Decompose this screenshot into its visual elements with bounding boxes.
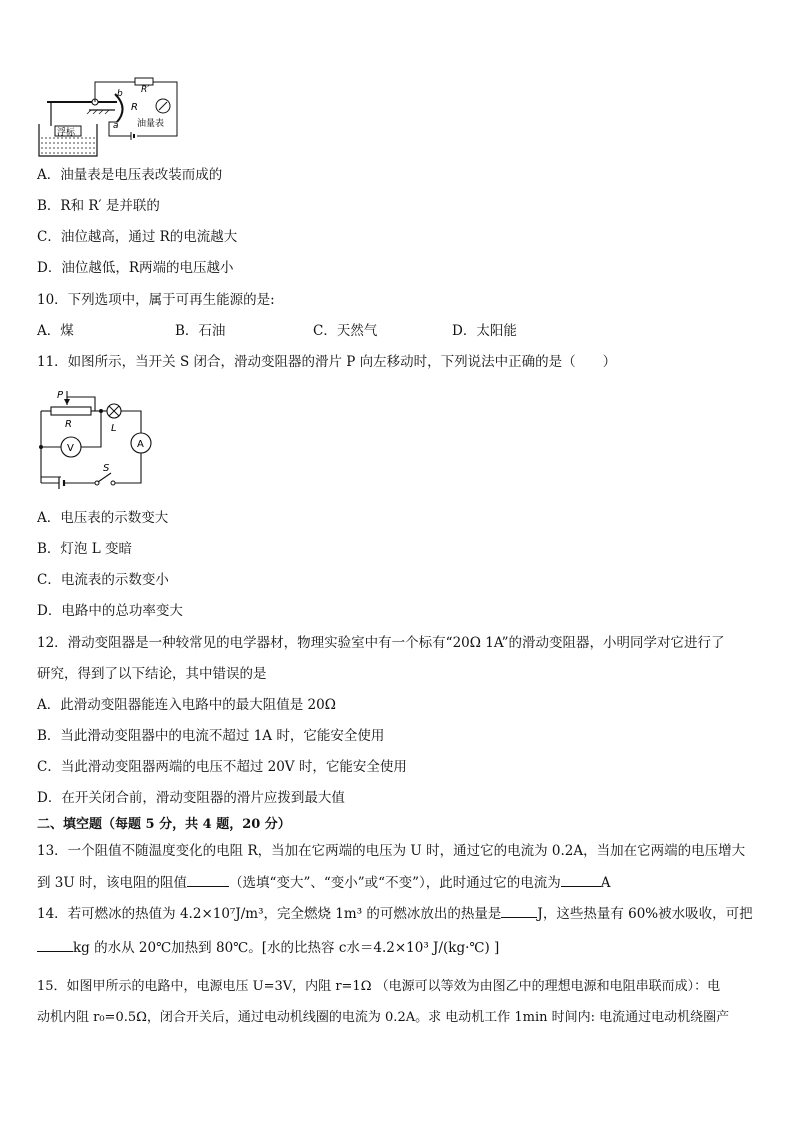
- q11-option-a: A．电压表的示数变大: [37, 510, 169, 526]
- ammeter-label: A: [137, 439, 144, 450]
- q12-stem-line1: 12．滑动变阻器是一种较常见的电学器材，物理实验室中有一个标有“20Ω 1A”的滑动变阻器，小明同学对它进行了: [37, 635, 725, 651]
- q11-stem: 11．如图所示，当开关 S 闭合，滑动变阻器的滑片 P 向左移动时，下列说法中正确的是（ ）: [37, 354, 617, 370]
- q9-option-c: C．油位越高，通过 R的电流越大: [37, 229, 238, 245]
- q14-text-a: 14．若可燃冰的热值为 4.2×10⁷J/m³，完全燃烧 1m³ 的可燃冰放出的热量是: [37, 906, 502, 922]
- q12-option-c: C．当此滑动变阻器两端的电压不超过 20V 时，它能安全使用: [37, 759, 407, 775]
- q9-option-d: D．油位越低，R两端的电压越小: [37, 260, 234, 276]
- L-label: L: [111, 423, 117, 434]
- q13-line2: [37, 872, 610, 893]
- q14-text-c: kg 的水从 20℃加热到 80℃。[水的比热容 c水＝4.2×10³ J/(kg·℃) ]: [73, 940, 500, 956]
- oil-gauge-figure: [37, 76, 187, 158]
- q10-option-c: C．天然气: [313, 323, 378, 339]
- q15-line1: 15．如图甲所示的电路中，电源电压 U=3V，内阻 r=1Ω （电源可以等效为由图乙中的理想电源和电阻串联而成）：电: [37, 979, 721, 994]
- q14-line2: [37, 937, 499, 958]
- Rprime-label: R′: [141, 85, 150, 95]
- q13-line1: 13．一个阻值不随温度变化的电阻 R，当加在它两端的电压为 U 时，通过它的电流为 0.2A，当加在它两端的电压增大: [37, 843, 746, 859]
- S-label: S: [103, 463, 110, 474]
- q13-text-b: （选填“变大”、“变小”或“不变”），此时通过它的电流为: [229, 875, 561, 891]
- section-heading: 二、填空题（每题 5 分，共 4 题，20 分）: [37, 817, 291, 832]
- q14-text-b: J，这些热量有 60%被水吸收，可把: [537, 906, 753, 922]
- q10-option-d: D．太阳能: [452, 323, 517, 339]
- q13-blank-2[interactable]: [561, 872, 601, 887]
- circuit-figure: [37, 387, 157, 495]
- voltmeter-label: V: [67, 443, 74, 454]
- b-label: b: [117, 89, 123, 99]
- a-label: a: [113, 121, 119, 131]
- q13-blank-1[interactable]: [187, 872, 229, 887]
- P-label: P: [57, 390, 64, 401]
- q9-option-a: A．油量表是电压表改装而成的: [37, 167, 223, 183]
- q11-option-d: D．电路中的总功率变大: [37, 603, 183, 619]
- q11-option-b: B．灯泡 L 变暗: [37, 541, 132, 557]
- q14-line1: [37, 903, 753, 924]
- q12-stem-line2: 研究，得到了以下结论，其中错误的是: [37, 666, 267, 682]
- q11-option-c: C．电流表的示数变小: [37, 572, 169, 588]
- R-label-fig2: R: [65, 419, 72, 430]
- q13-text-a: 到 3U 时，该电阻的阻值: [37, 875, 188, 891]
- q10-option-a: A．煤: [37, 323, 74, 339]
- q13-text-c: A: [600, 875, 611, 891]
- R-label: R: [131, 102, 138, 113]
- q12-option-a: A．此滑动变阻器能连入电路中的最大阻值是 20Ω: [37, 697, 336, 713]
- q10-stem: 10．下列选项中，属于可再生能源的是:: [37, 292, 275, 308]
- q9-option-b: B．R和 R′ 是并联的: [37, 198, 160, 214]
- gauge-label: 油量表: [137, 119, 165, 129]
- q15-line2: 动机内阻 r₀=0.5Ω，闭合开关后，通过电动机线圈的电流为 0.2A。求 电动机工作 1min 时间内: 电流通过电动机绕圈产: [37, 1010, 730, 1025]
- q12-option-b: B．当此滑动变阻器中的电流不超过 1A 时，它能安全使用: [37, 728, 385, 744]
- q12-option-d: D．在开关闭合前，滑动变阻器的滑片应拨到最大值: [37, 790, 345, 806]
- q14-blank-2[interactable]: [37, 937, 73, 952]
- float-label: 浮标: [57, 128, 76, 138]
- q14-blank-1[interactable]: [501, 903, 537, 918]
- q10-option-b: B．石油: [175, 323, 226, 339]
